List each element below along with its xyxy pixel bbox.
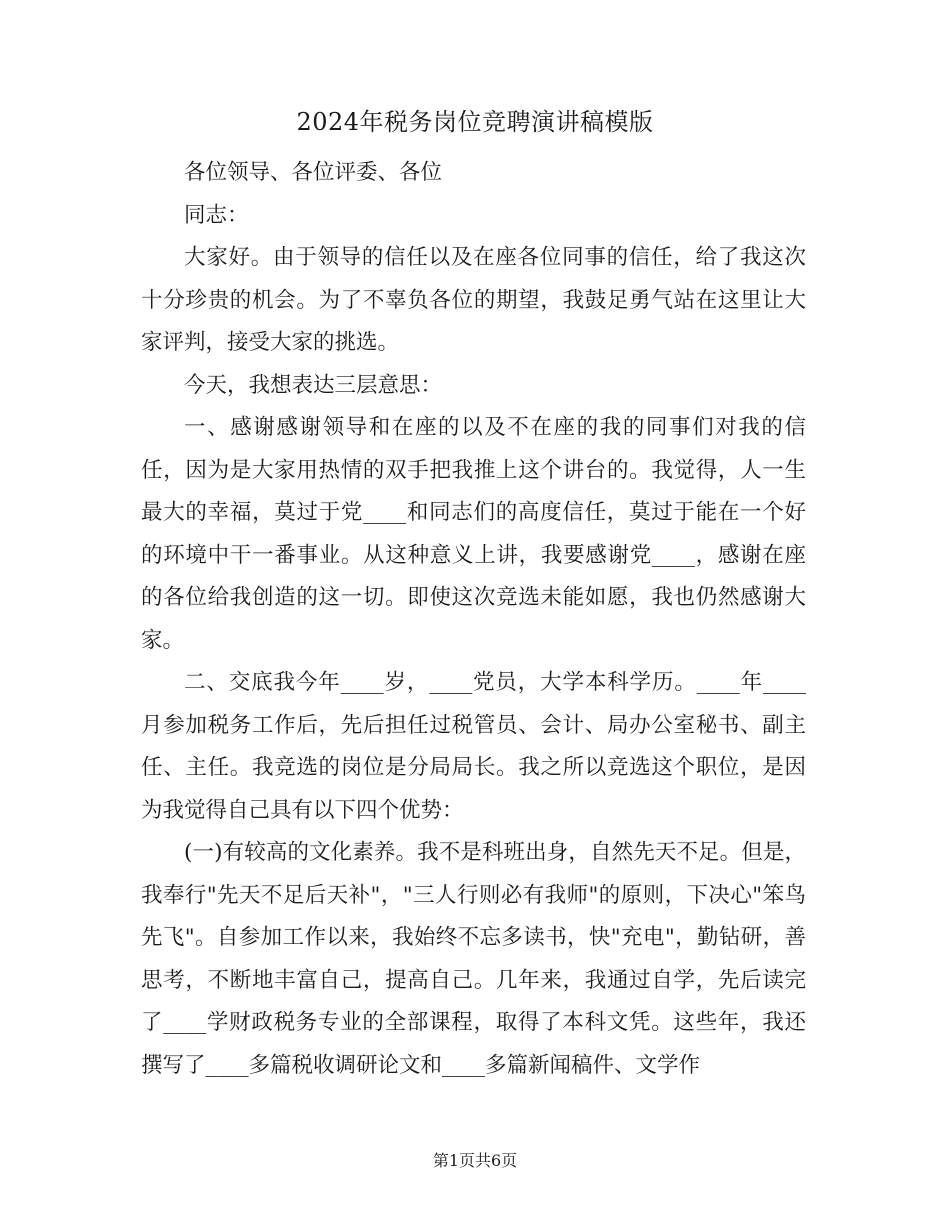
paragraph-thanks: 一、感谢感谢领导和在座的以及不在座的我的同事们对我的信任，因为是大家用热情的双手把我推上这个讲台的。我觉得，人一生最大的幸福，莫过于党____和同志们的高度信任，莫过于能在一个好的环境中干一番事业。从这种意义上讲，我要感谢党____，感谢在座的各位给我创造的这一切。即使这次竞选未能如愿，我也仍然感谢大家。 xyxy=(141,415,806,653)
paragraph-greeting: 大家好。由于领导的信任以及在座各位同事的信任，给了我这次十分珍贵的机会。为了不辜负各位的期望，我鼓足勇气站在这里让大家评判，接受大家的挑选。 xyxy=(141,245,806,355)
document-body xyxy=(141,152,806,1087)
paragraph-advantage-one: (一)有较高的文化素养。我不是科班出身，自然先天不足。但是，我奉行"先天不足后天补"，"三人行则必有我师"的原则，下决心"笨鸟先飞"。自参加工作以来，我始终不忘多读书，快"充电"，勤钻研，善思考，不断地丰富自己，提高自己。几年来，我通过自学，先后读完了____学财政税务专业的全部课程，取得了本科文凭。这些年，我还撰写了____多篇税收调研论文和____多篇新闻稿件、文学作 xyxy=(141,840,806,1078)
paragraph-salutation-continued: 同志： xyxy=(184,202,249,228)
paragraph-background: 二、交底我今年____岁，____党员，大学本科学历。____年____月参加税务工作后，先后担任过税管员、会计、局办公室秘书、副主任、主任。我竞选的岗位是分局局长。我之所以竞选这个职位，是因为我觉得自己具有以下四个优势： xyxy=(141,670,806,823)
document-title: 2024年税务岗位竞聘演讲稿模版 xyxy=(296,108,654,136)
paragraph-salutation: 各位领导、各位评委、各位 xyxy=(184,160,443,185)
paragraph-intro: 今天，我想表达三层意思： xyxy=(184,372,443,398)
page-number-footer: 第1页共6页 xyxy=(432,1151,518,1170)
